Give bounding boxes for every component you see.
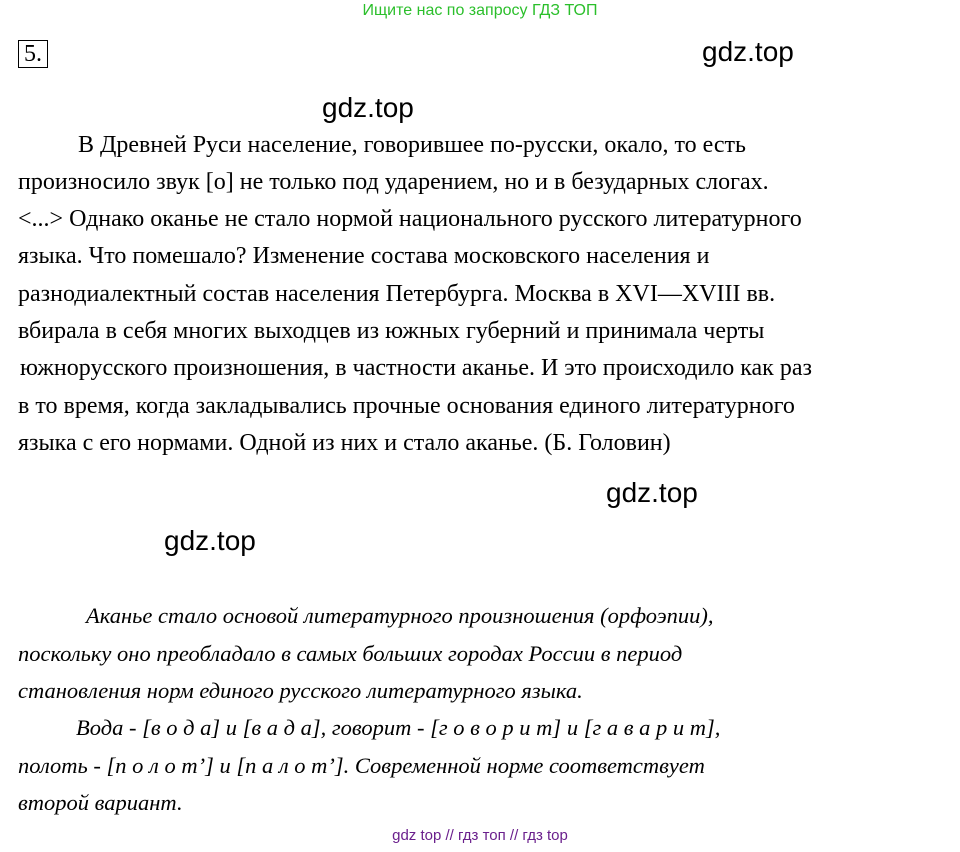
footer-links: gdz top // гдз топ // гдз top [392, 827, 568, 844]
answer-line: второй вариант. [18, 790, 183, 815]
watermark: gdz.top [322, 92, 414, 123]
exercise-number: 5. [18, 40, 48, 68]
answer-line: становления норм единого русского литературного языка. [18, 678, 583, 703]
answer-line: Аканье стало основой литературного произношения (орфоэпии), [86, 603, 714, 628]
text-line: <...> Однако оканье не стало нормой национального русского литературного [18, 206, 802, 232]
answer-line: поскольку оно преобладало в самых больших городах России в период [18, 641, 683, 666]
text-line: в то время, когда закладывались прочные основания единого литературного [18, 393, 795, 419]
watermark: gdz.top [702, 36, 794, 67]
text-line: языка с его нормами. Одной из них и стало аканье. (Б. Головин) [18, 430, 671, 456]
text-line: языка. Что помешало? Изменение состава московского населения и [18, 243, 710, 269]
search-banner: Ищите нас по запросу ГДЗ ТОП [362, 2, 598, 19]
text-line: разнодиалектный состав населения Петербурга. Москва в XVI—XVIII вв. [18, 281, 776, 307]
text-line: В Древней Руси население, говорившее по-русски, окало, то есть [78, 132, 746, 158]
text-line: южнорусского произношения, в частности аканье. И это происходило как раз [20, 355, 812, 381]
text-line: произносило звук [о] не только под ударением, но и в безударных слогах. [18, 169, 769, 195]
watermark: gdz.top [164, 525, 256, 556]
answer-line: Вода - [в о д а] и [в а д а], говорит - [г о в о р и т] и [г а в а р и т], [76, 715, 721, 740]
text-line: вбирала в себя многих выходцев из южных губерний и принимала черты [18, 318, 765, 344]
watermark: gdz.top [606, 477, 698, 508]
answer-line: полоть - [п о л о т’] и [п а л о т’]. Современной норме соответствует [18, 753, 705, 778]
